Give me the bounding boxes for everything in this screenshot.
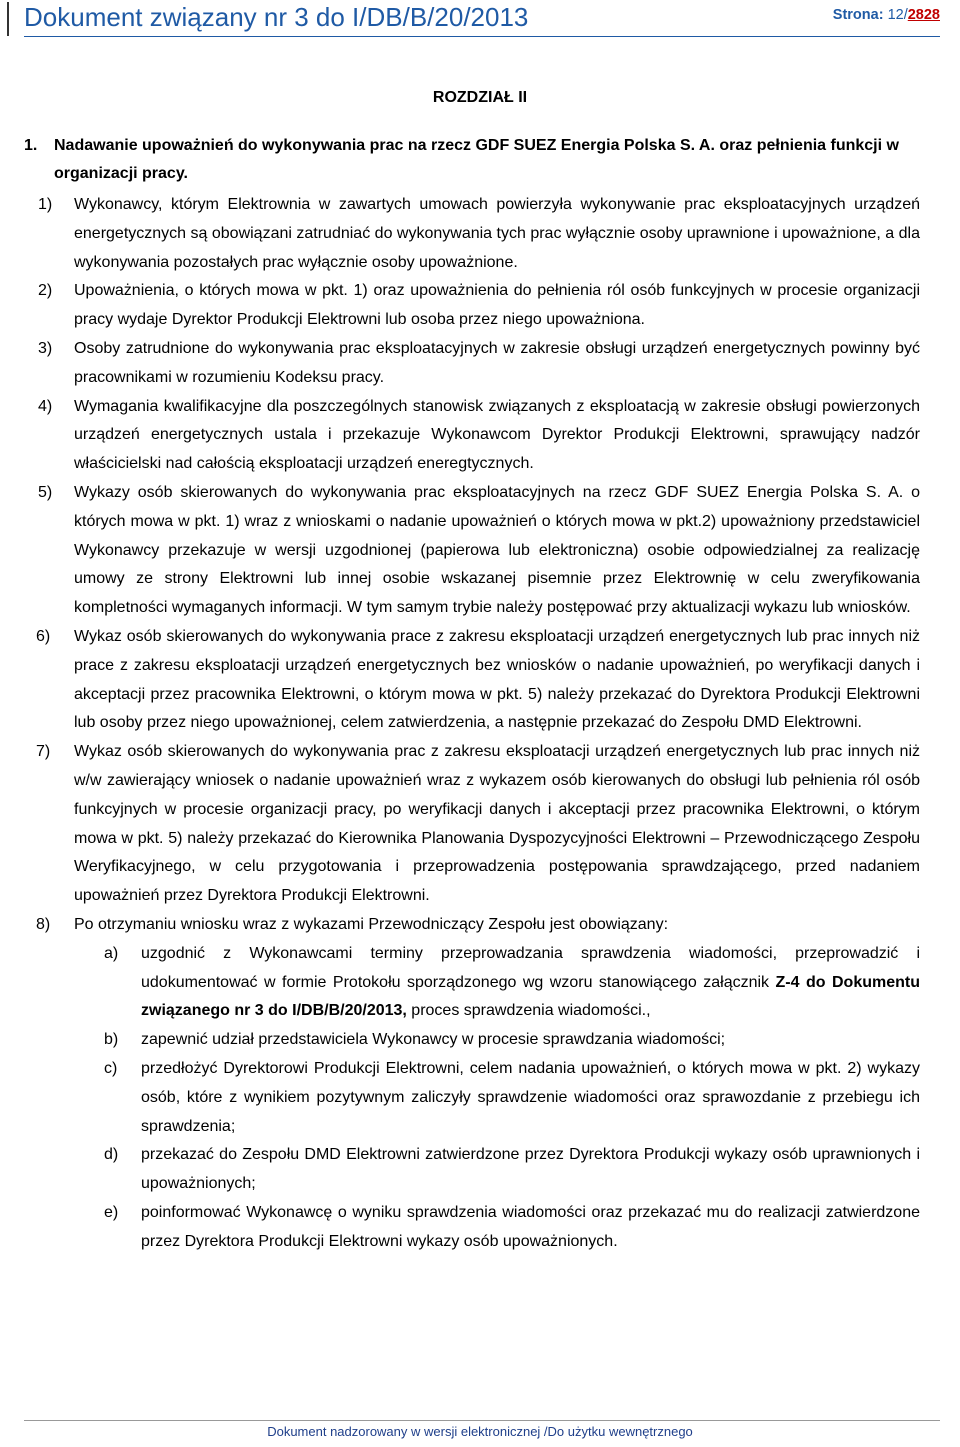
sub-item xyxy=(24,1055,920,1141)
item-number: 2) xyxy=(38,282,53,300)
page-total: 2828 xyxy=(907,7,940,23)
sub-item-text: uzgodnić z Wykonawcami terminy przeprowadzania sprawdzenia wiadomości, przeprowadzić i udokumentować w formie Protokołu sporządzonego wg wzoru stanowiącego załącznik xyxy=(141,944,920,991)
item-text: Wykaz osób skierowanych do wykonywania prace z zakresu eksploatacji urządzeń energetycznych lub prac innych niż prace z zakresu eksploatacji urządzeń energetycznych bez wniosków o nadanie upoważnień, po weryfikacji danych i akceptacji przez pracownika Elektrowni, o którym mowa w pkt. 5) należy przekazać do Dyrektora Produkcji Elektrowni lub osoby przez niego upoważnionej, celem zatwierdzenia, a następnie przekazać do Zespołu DMD Elektrowni. xyxy=(74,627,920,732)
page-separator: / xyxy=(903,7,908,23)
item-text: Wykazy osób skierowanych do wykonywania prac eksploatacyjnych na rzecz GDF SUEZ Energia Polska S. A. o których mowa w pkt. 1) wraz z wnioskami o nadanie upoważnień o których mowa w pkt.2) upoważniony przedstawiciel Wykonawcy przekazuje w wersji uzgodnionej (papierowa lub elektroniczna) osobie odpowiedzialnej za realizację umowy ze strony Elektrowni lub innej osobie wskazanej pisemnie przez Elektrownię w celu zweryfikowania kompletności wymaganych informacji. W tym samym trybie należy postępować przy aktualizacji wykazu lub wniosków. xyxy=(74,483,920,617)
document-title: Dokument związany nr 3 do I/DB/B/20/2013 xyxy=(24,2,529,32)
sub-item-text: zapewnić udział przedstawiciela Wykonawcy w procesie sprawdzania wiadomości; xyxy=(141,1031,726,1049)
page-footer xyxy=(0,1424,960,1439)
sub-item-letter: d) xyxy=(104,1146,119,1164)
page-current: 12 xyxy=(887,7,904,23)
page-label: Strona: xyxy=(832,7,884,23)
sub-item-bold-text: Z-4 do Dokumentu związanego nr 3 do I/DB/B/20/2013, xyxy=(141,973,920,1020)
item-text: Po otrzymaniu wniosku wraz z wykazami Przewodniczący Zespołu jest obowiązany: xyxy=(74,915,669,933)
item-number: 7) xyxy=(36,743,51,761)
section-number: 1. xyxy=(24,137,38,154)
page-indicator xyxy=(833,7,940,23)
list-item xyxy=(24,393,920,479)
sub-item-text: poinformować Wykonawcę o wyniku sprawdzenia wiadomości oraz przekazać mu do realizacji zatwierdzone przez Dyrektora Produkcji Elektrowni wykazy osób upoważnionych. xyxy=(141,1203,920,1250)
sub-item xyxy=(24,1199,920,1257)
sub-item xyxy=(24,1026,920,1055)
item-text: Upoważnienia, o których mowa w pkt. 1) oraz upoważnienia do pełnienia ról osób funkcyjnych w procesie organizacji pracy wydaje Dyrektor Produkcji Elektrowni lub osoba przez niego upoważniona. xyxy=(74,282,920,329)
item-text: Wykonawcy, którym Elektrownia w zawartych umowach powierzyła wykonywanie prac eksploatacyjnych urządzeń energetycznych są obowiązani zatrudniać do wykonywania tych prac wyłącznie osoby uprawnione i upoważnione, a dla wykonywania pozostałych prac wyłącznie osoby upoważnione. xyxy=(74,196,920,271)
item-text: Osoby zatrudnione do wykonywania prac eksploatacyjnych w zakresie obsługi urządzeń energetycznych powinny być pracownikami w rozumieniu Kodeksu pracy. xyxy=(74,339,920,386)
page-header xyxy=(0,0,960,40)
item-list xyxy=(24,191,920,1256)
sub-item-letter: b) xyxy=(104,1031,119,1049)
header-rule xyxy=(24,36,940,37)
sub-item xyxy=(24,1141,920,1199)
chapter-heading: ROZDZIAŁ II xyxy=(432,89,528,106)
item-number: 4) xyxy=(38,397,53,415)
list-item xyxy=(24,911,920,940)
sub-item-text: przekazać do Zespołu DMD Elektrowni zatwierdzone przez Dyrektora Produkcji wykazy osób uprawnionych i upoważnionych; xyxy=(141,1146,920,1193)
list-item xyxy=(24,335,920,393)
item-number: 8) xyxy=(36,915,51,933)
list-item xyxy=(24,623,920,738)
sub-item-letter: e) xyxy=(104,1203,119,1221)
item-number: 5) xyxy=(38,483,53,501)
sub-item-letter: c) xyxy=(104,1059,118,1077)
sub-item xyxy=(24,940,920,1026)
item-text: Wykaz osób skierowanych do wykonywania prac z zakresu eksploatacji urządzeń energetycznych lub prac innych niż w/w zawierający wniosek o nadanie upoważnień wraz z wykazem osób kierowanych do obsługi lub pełnienia ról osób funkcyjnych w procesie organizacji pracy, po weryfikacji danych i akceptacji przez pracownika Elektrowni, o którym mowa w pkt. 5) należy przekazać do Kierownika Planowania Dyspozycyjności Elektrowni – Przewodniczącego Zespołu Weryfikacyjnego, w celu przygotowania i przeprowadzenia postępowania sprawdzającego, przed nadaniem upoważnień przez Dyrektora Produkcji Elektrowni. xyxy=(74,743,920,905)
list-item xyxy=(24,479,920,623)
item-text: Wymagania kwalifikacyjne dla poszczególnych stanowisk związanych z eksploatacją w zakresie obsługi powierzonych urządzeń energetycznych ustala i przekazuje Wykonawcom Dyrektor Produkcji Elektrowni, sprawujący nadzór właścicielski nad całością eksploatacji urządzeń eneregtycznych. xyxy=(74,397,920,473)
footer-text: Dokument nadzorowany w wersji elektronicznej /Do użytku wewnętrznego xyxy=(267,1424,693,1439)
item-number: 6) xyxy=(36,627,51,645)
sub-item-letter: a) xyxy=(104,944,119,962)
section-text: Nadawanie upoważnień do wykonywania prac na rzecz GDF SUEZ Energia Polska S. A. oraz pełnienia funkcji w organizacji pracy. xyxy=(54,137,899,182)
item-number: 3) xyxy=(38,339,53,357)
footer-rule xyxy=(24,1420,940,1421)
list-item xyxy=(24,277,920,335)
item-number: 1) xyxy=(38,196,53,213)
list-item xyxy=(24,738,920,911)
sub-item-text-after: proces sprawdzenia wiadomości., xyxy=(406,1002,651,1020)
section-heading xyxy=(24,132,920,188)
list-item xyxy=(24,191,920,277)
header-left-bar xyxy=(7,2,9,36)
sub-item-text: przedłożyć Dyrektorowi Produkcji Elektrowni, celem nadania upoważnień, o których mowa w pkt. 2) wykazy osób, które z wynikiem pozytywnym zaliczyły sprawdzenie wiadomości oraz sprawozdanie z przebiegu ich sprawdzenia; xyxy=(141,1059,920,1135)
